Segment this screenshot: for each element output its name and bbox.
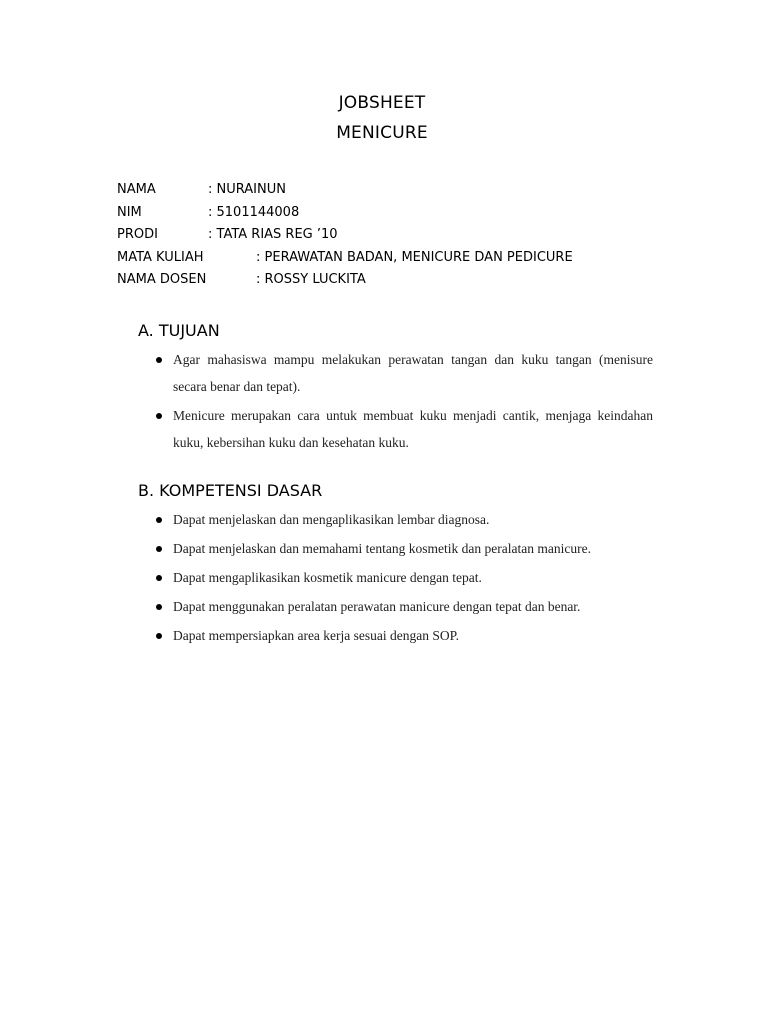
document-subtitle: MENICURE — [336, 123, 428, 143]
info-label: MATA KULIAH — [117, 250, 204, 265]
list-item-text: Dapat menjelaskan dan mengaplikasikan lembar diagnosa. — [173, 512, 490, 527]
list-item — [153, 540, 653, 558]
info-value: : TATA RIAS REG ’10 — [208, 227, 338, 242]
info-value: : ROSSY LUCKITA — [256, 272, 366, 287]
bullet-icon — [156, 633, 162, 639]
info-label: NAMA DOSEN — [117, 272, 207, 287]
info-value: : 5101144008 — [208, 205, 300, 220]
info-label: PRODI — [117, 227, 158, 242]
list-item-text: Dapat mempersiapkan area kerja sesuai dengan SOP. — [173, 628, 460, 643]
info-value: : PERAWATAN BADAN, MENICURE DAN PEDICURE — [256, 250, 573, 265]
bullet-icon — [156, 604, 162, 610]
list-item — [153, 402, 653, 456]
info-value: : NURAINUN — [208, 182, 286, 197]
bullet-icon — [156, 413, 162, 419]
info-label: NAMA — [117, 182, 156, 197]
list-item — [153, 569, 653, 587]
section-heading-tujuan: A. TUJUAN — [138, 321, 220, 340]
list-item — [153, 627, 653, 645]
kompetensi-list — [153, 511, 653, 656]
bullet-icon — [156, 575, 162, 581]
list-item — [153, 346, 653, 400]
tujuan-list — [153, 346, 653, 458]
bullet-icon — [156, 357, 162, 363]
info-label: NIM — [117, 205, 142, 220]
section-heading-kompetensi: B. KOMPETENSI DASAR — [138, 481, 323, 500]
list-item-text: Dapat mengaplikasikan kosmetik manicure dengan tepat. — [173, 570, 482, 585]
bullet-icon — [156, 517, 162, 523]
list-item-text: Menicure merupakan cara untuk membuat kuku menjadi cantik, menjaga keindahan kuku, kebersihan kuku dan kesehatan kuku. — [173, 408, 653, 450]
list-item-text: Dapat menjelaskan dan memahami tentang kosmetik dan peralatan manicure. — [173, 541, 591, 556]
document-title: JOBSHEET — [338, 93, 426, 113]
list-item-text: Dapat menggunakan peralatan perawatan manicure dengan tepat dan benar. — [173, 599, 581, 614]
list-item — [153, 598, 653, 616]
list-item-text: Agar mahasiswa mampu melakukan perawatan tangan dan kuku tangan (menisure secara benar dan tepat). — [173, 352, 653, 394]
bullet-icon — [156, 546, 162, 552]
list-item — [153, 511, 653, 529]
